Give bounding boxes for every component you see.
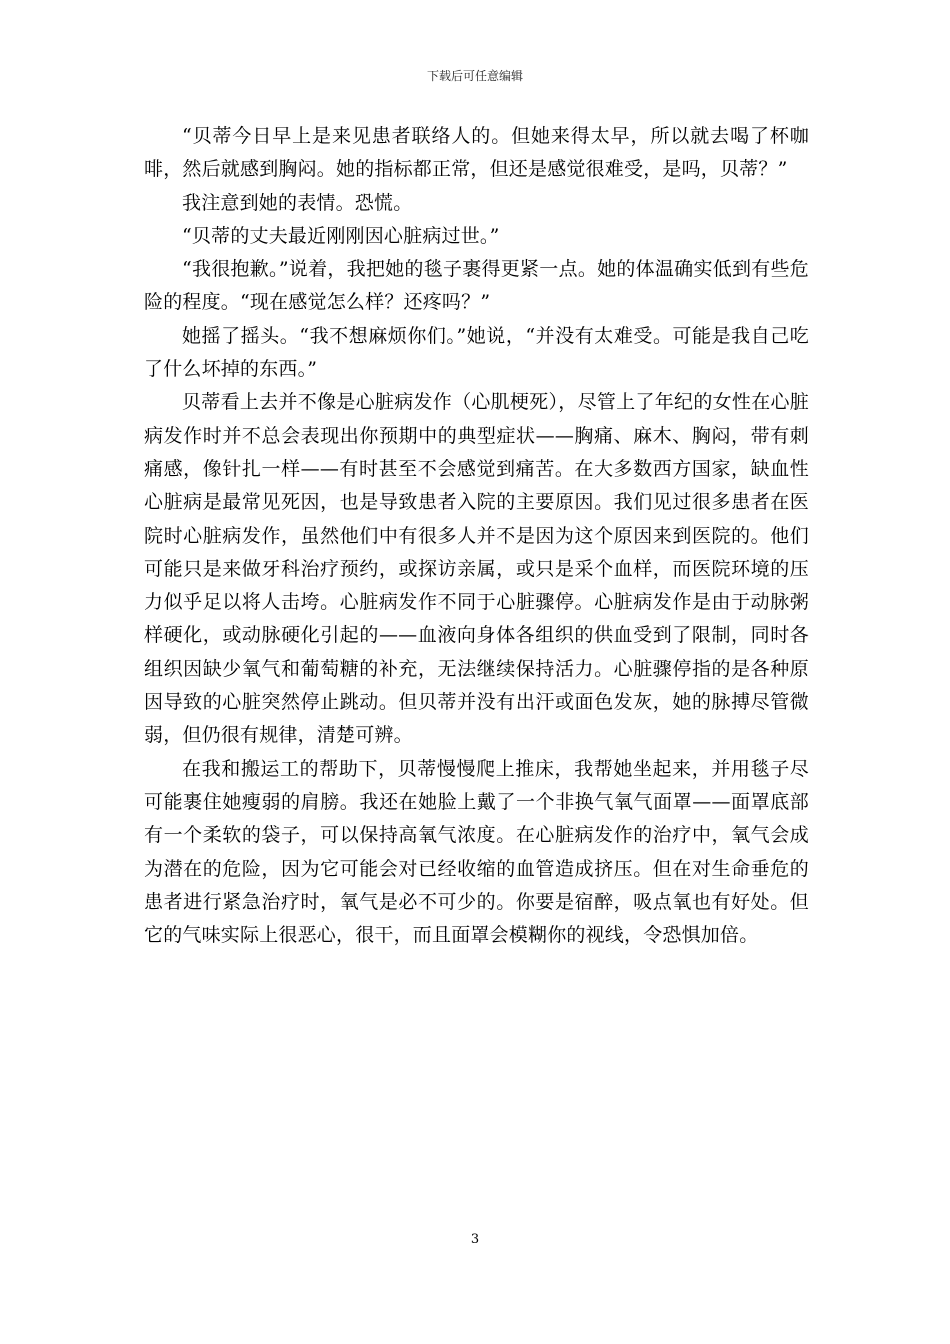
paragraph-6: 贝蒂看上去并不像是心脏病发作（心肌梗死），尽管上了年纪的女性在心脏病发作时并不总会表现出你预期中的典型症状——胸痛、麻木、胸闷，带有刺痛感，像针扎一样——有时甚至不会感觉到痛苦。在大多数西方国家，缺血性心脏病是最常见死因，也是导致患者入院的主要原因。我们见过很多患者在医院时心脏病发作，虽然他们中有很多人并不是因为这个原因来到医院的。他们可能只是来做牙科治疗预约，或探访亲属，或只是采个血样，而医院环境的压力似乎足以将人击垮。心脏病发作不同于心脏骤停。心脏病发作是由于动脉粥样硬化，或动脉硬化引起的——血液向身体各组织的供血受到了限制，同时各组织因缺少氧气和葡萄糖的补充，无法继续保持活力。心脏骤停指的是各种原因导致的心脏突然停止跳动。但贝蒂并没有出汗或面色发灰，她的脉搏尽管微弱，但仍很有规律，清楚可辨。 xyxy=(144,391,809,747)
paragraph-3: “贝蒂的丈夫最近刚刚因心脏病过世。” xyxy=(182,224,500,247)
paragraph-4: “我很抱歉。”说着，我把她的毯子裹得更紧一点。她的体温确实低到有些危险的程度。“现在感觉怎么样？还疼吗？” xyxy=(144,258,809,314)
page-header: 下载后可任意编辑 xyxy=(426,69,523,83)
paragraph-2: 我注意到她的表情。恐慌。 xyxy=(182,191,413,214)
paragraph-5: 她摇了摇头。“我不想麻烦你们。”她说，“并没有太难受。可能是我自己吃了什么坏掉的东西。” xyxy=(144,324,809,381)
paragraph-7: 在我和搬运工的帮助下，贝蒂慢慢爬上推床，我帮她坐起来，并用毯子尽可能裹住她瘦弱的肩膀。我还在她脸上戴了一个非换气氧气面罩——面罩底部有一个柔软的袋子，可以保持高氧气浓度。在心脏病发作的治疗中，氧气会成为潜在的危险，因为它可能会对已经收缩的血管造成挤压。但在对生命垂危的患者进行紧急治疗时，氧气是必不可少的。你要是宿醉，吸点氧也有好处。但它的气味实际上很恶心，很干，而且面罩会模糊你的视线，令恐惧加倍。 xyxy=(144,757,809,947)
paragraph-1: “贝蒂今日早上是来见患者联络人的。但她来得太早，所以就去喝了杯咖啡，然后就感到胸闷。她的指标都正常，但还是感觉很难受，是吗，贝蒂？” xyxy=(144,125,809,181)
body-text xyxy=(144,120,809,952)
page-number: 3 xyxy=(470,1232,480,1247)
